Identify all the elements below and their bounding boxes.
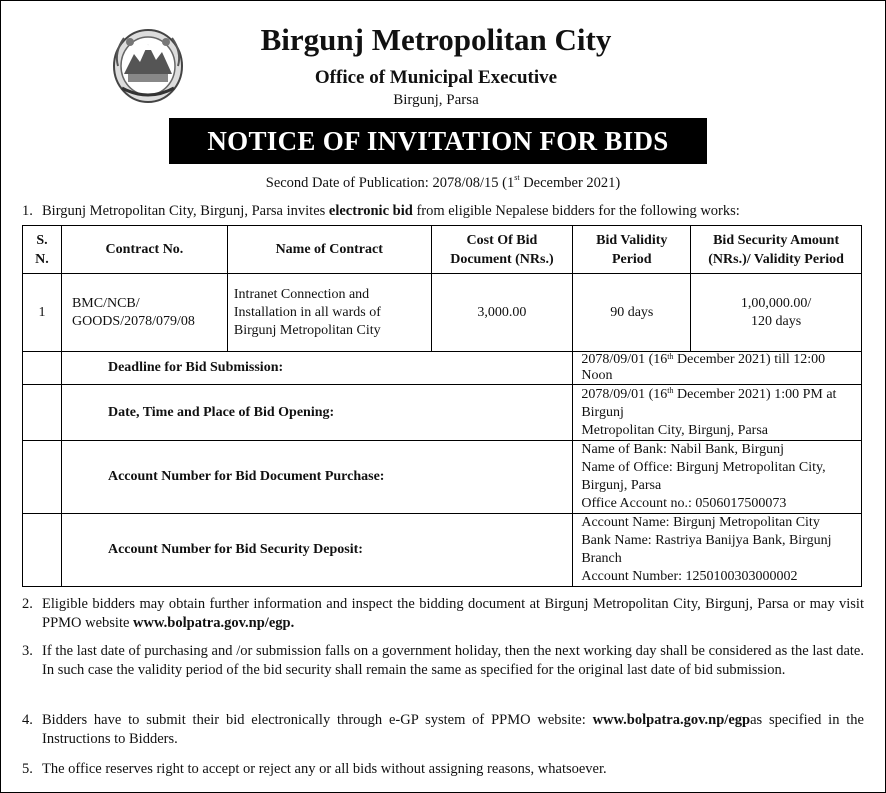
security-account-value: Account Name: Birgunj Metropolitan City Bank Name: Rastriya Banijya Bank, Birgunj Branch Account Number: 1250100303000002 xyxy=(573,514,862,587)
publication-date: Second Date of Publication: 2078/08/15 (1st December 2021) xyxy=(265,173,621,191)
deadline-label: Deadline for Bid Submission: xyxy=(61,352,572,385)
purchase-account-value: Name of Bank: Nabil Bank, Birgunj Name of Office: Birgunj Metropolitan City, Birgunj, Parsa Office Account no.: 0506017500073 xyxy=(573,441,862,514)
security-account-row xyxy=(23,514,862,587)
paragraph-number: 1. xyxy=(22,203,33,219)
paragraph-2: 2. Eligible bidders may obtain further information and inspect the bidding document at Birgunj Metropolitan City, Birgunj, Parsa or may visit PPMO website www.bolpatra.gov.np/egp. xyxy=(22,596,864,631)
ppmo-link[interactable]: www.bolpatra.gov.np/egp. xyxy=(133,615,295,631)
opening-label: Date, Time and Place of Bid Opening: xyxy=(61,385,572,441)
header-cost: Cost Of Bid Document (NRs.) xyxy=(431,226,573,274)
electronic-bid-emphasis: electronic bid xyxy=(328,203,413,219)
row-contract-no: BMC/NCB/ GOODS/2078/079/08 xyxy=(61,274,227,352)
notice-banner: NOTICE OF INVITATION FOR BIDS xyxy=(169,118,707,164)
municipal-emblem-icon xyxy=(110,22,186,106)
bid-table xyxy=(22,225,862,587)
page-title: Birgunj Metropolitan City xyxy=(260,22,612,57)
deadline-value: 2078/09/01 (16th December 2021) till 12:00 Noon xyxy=(573,352,862,385)
header-sn: S. N. xyxy=(23,226,62,274)
paragraph-5: 5. The office reserves right to accept or reject any or all bids without assigning reasons, whatsoever. xyxy=(22,761,607,777)
opening-row xyxy=(23,385,862,441)
opening-value: 2078/09/01 (16th December 2021) 1:00 PM at Birgunj Metropolitan City, Birgunj, Parsa xyxy=(573,385,862,441)
office-subtitle: Office of Municipal Executive xyxy=(314,67,558,88)
deadline-row xyxy=(23,352,862,385)
paragraph-3: 3. If the last date of purchasing and /or submission falls on a government holiday, then the next working day shall be considered as the last date. In such case the validity period of the bid security shall remain the same as specified for the original last date of bid submission. xyxy=(22,643,864,678)
header-validity: Bid Validity Period xyxy=(573,226,691,274)
table-header-row xyxy=(23,226,862,274)
paragraph-4: 4. Bidders have to submit their bid electronically through e-GP system of PPMO website: www.bolpatra.gov.np/egpas specified in the Instructions to Bidders. xyxy=(22,712,864,747)
row-contract-name: Intranet Connection and Installation in all wards of Birgunj Metropolitan City xyxy=(227,274,431,352)
table-row xyxy=(23,274,862,352)
row-validity: 90 days xyxy=(573,274,691,352)
row-cost: 3,000.00 xyxy=(431,274,573,352)
row-security: 1,00,000.00/ 120 days xyxy=(691,274,862,352)
security-account-label: Account Number for Bid Security Deposit: xyxy=(61,514,572,587)
header-contract-no: Contract No. xyxy=(61,226,227,274)
header-contract-name: Name of Contract xyxy=(227,226,431,274)
office-location: Birgunj, Parsa xyxy=(393,92,479,108)
purchase-account-label: Account Number for Bid Document Purchase: xyxy=(61,441,572,514)
egp-link[interactable]: www.bolpatra.gov.np/egp xyxy=(592,712,751,728)
header-security: Bid Security Amount (NRs.)/ Validity Period xyxy=(691,226,862,274)
row-sn: 1 xyxy=(23,274,62,352)
purchase-account-row xyxy=(23,441,862,514)
